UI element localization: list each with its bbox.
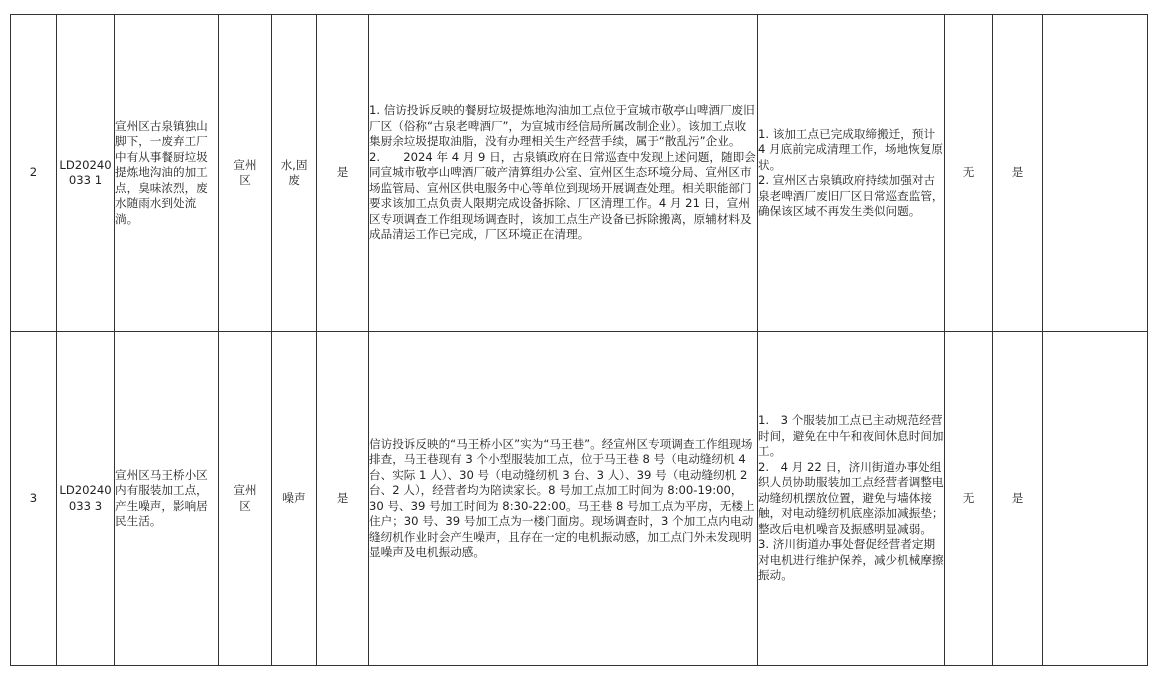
closed-status: 是 [993,332,1043,666]
row-index: 3 [11,332,57,666]
measure-item: 3. 济川街道办事处督促经营者定期对电机进行维护保养，减少机械摩擦振动。 [758,537,944,583]
complaint-description: 宣州区马王桥小区内有服装加工点，产生噪声，影响居民生活。 [115,332,219,666]
verified-status: 是 [317,332,369,666]
measure-item: 1. 该加工点已完成取缔搬迁，预计 4 月底前完成清理工作，场地恢复原状。 [758,126,943,172]
pollution-type: 噪声 [272,332,317,666]
table-row [11,332,1148,666]
investigation-detail [369,15,758,332]
remark-cell [1043,332,1148,666]
detail-paragraph: 2. 2024 年 4 月 9 日，古泉镇政府在日常巡查中发现上述问题，随即会同宣城市敬亭山啤酒厂破产清算组办公室、宣州区生态环境分局、宣州区市场监管局、宣州区供电服务中心等单位到现场开展调查处理。相关职能部门要求该加工点负责人限期完成设备拆除、厂区清理工作。4 月 21 日，宣州区专项调查工作组现场调查时，该加工点生产设备已拆除搬离，原辅材料及成品清运工作已完成，厂区环境正在清理。 [369,149,756,242]
pollution-type: 水,固废 [272,15,317,332]
complaint-table [10,14,1148,666]
district: 宣州区 [219,15,272,332]
district: 宣州区 [219,332,272,666]
case-id: LD20240033 3 [59,483,112,513]
closed-status: 是 [993,15,1043,332]
case-id-cell [57,15,115,332]
case-id: LD20240033 1 [59,157,112,187]
case-id-cell [57,332,115,666]
remark-cell [1043,15,1148,332]
row-index: 2 [11,15,57,332]
accountability-status: 无 [945,15,993,332]
measure-item: 1. 3 个服装加工点已主动规范经营时间，避免在中午和夜间休息时间加工。 [758,413,944,459]
detail-paragraph: 1. 信访投诉反映的餐厨垃圾提炼地沟油加工点位于宣城市敬亭山啤酒厂废旧厂区（俗称“古泉老啤酒厂”，为宣城市经信局所属改制企业）。该加工点收集厨余垃圾提取油脂，没有办理相关生产经营手续，属于“散乱污”企业。 [369,103,755,149]
measure-item: 2. 4 月 22 日，济川街道办事处组织人员协助服装加工点经营者调整电动缝纫机摆放位置，避免与墙体接触，对电动缝纫机底座添加减振垫；整改后电机噪音及振感明显减弱。 [758,459,944,536]
measure-item: 2. 宣州区古泉镇政府持续加强对古泉老啤酒厂废旧厂区日常巡查监管，确保该区域不再发生类似问题。 [758,173,944,218]
rectification-measures [758,15,945,332]
investigation-detail [369,332,758,666]
detail-paragraph: 信访投诉反映的“马王桥小区”实为“马王巷”。经宣州区专项调查工作组现场排查，马王巷现有 3 个小型服装加工点，位于马王巷 8 号（电动缝纫机 4 台、实际 1 人）、30 号（电动缝纫机 3 台、3 人）、39 号（电动缝纫机 2 台、2 人），经营者均为陪读家长。8 号加工点加工时间为 8:00-19:00，30 号、39 号加工时间为 8:30-22:00。马王巷 8 号加工点为平房，无楼上住户；30 号、39 号加工点为一楼门面房。现场调查时，3 个加工点内电动缝纫机作业时会产生噪声，且存在一定的电机振动感，加工点门外未发现明显噪声及电机振动感。 [369,436,755,559]
table-row [11,15,1148,332]
complaint-description: 宣州区古泉镇独山脚下，一废弃工厂中有从事餐厨垃圾提炼地沟油的加工点，臭味浓烈，废水随雨水到处流淌。 [115,15,219,332]
rectification-measures [758,332,945,666]
accountability-status: 无 [945,332,993,666]
verified-status: 是 [317,15,369,332]
